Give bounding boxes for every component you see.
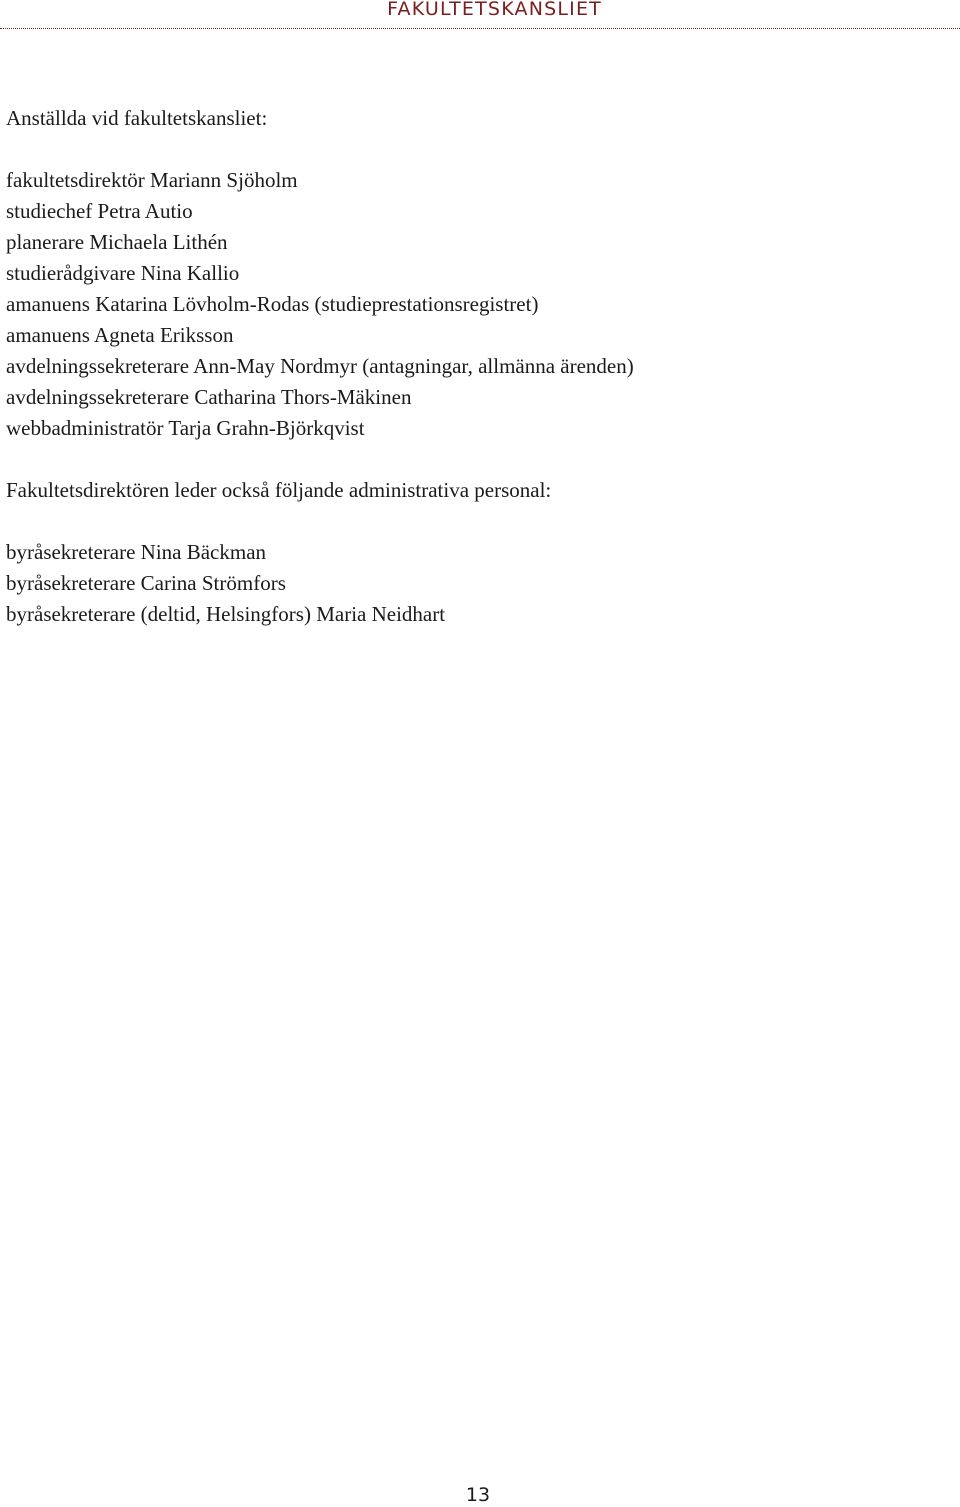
- staff-list-item: avdelningssekreterare Catharina Thors-Mäkinen: [6, 385, 412, 409]
- admin-staff-list-item: byråsekreterare Nina Bäckman: [6, 540, 267, 564]
- staff-list-item: amanuens Katarina Lövholm-Rodas (studieprestationsregistret): [6, 292, 539, 316]
- staff-list-item: studierådgivare Nina Kallio: [6, 261, 240, 285]
- staff-list: [6, 165, 946, 444]
- staff-list-item: planerare Michaela Lithén: [6, 230, 228, 254]
- admin-intro-text: Fakultetsdirektören leder också följande administrativa personal:: [6, 478, 552, 502]
- admin-staff-list-item: byråsekreterare (deltid, Helsingfors) Maria Neidhart: [6, 602, 446, 626]
- staff-list-item: fakultetsdirektör Mariann Sjöholm: [6, 168, 298, 192]
- staff-list-item: amanuens Agneta Eriksson: [6, 323, 234, 347]
- page-number: [0, 1484, 960, 1506]
- page-content: [6, 103, 946, 630]
- staff-list-item: studiechef Petra Autio: [6, 199, 193, 223]
- admin-staff-list-item: byråsekreterare Carina Strömfors: [6, 571, 286, 595]
- staff-intro-text: Anställda vid fakultetskansliet:: [6, 106, 268, 130]
- staff-list-item: webbadministratör Tarja Grahn-Björkqvist: [6, 416, 365, 440]
- running-header-title: FAKULTETSKANSLIET: [387, 0, 602, 20]
- staff-list-item: avdelningssekreterare Ann-May Nordmyr (antagningar, allmänna ärenden): [6, 354, 634, 378]
- admin-staff-list: [6, 537, 946, 630]
- page-number-text: 13: [465, 1484, 491, 1506]
- running-header: [0, 0, 960, 29]
